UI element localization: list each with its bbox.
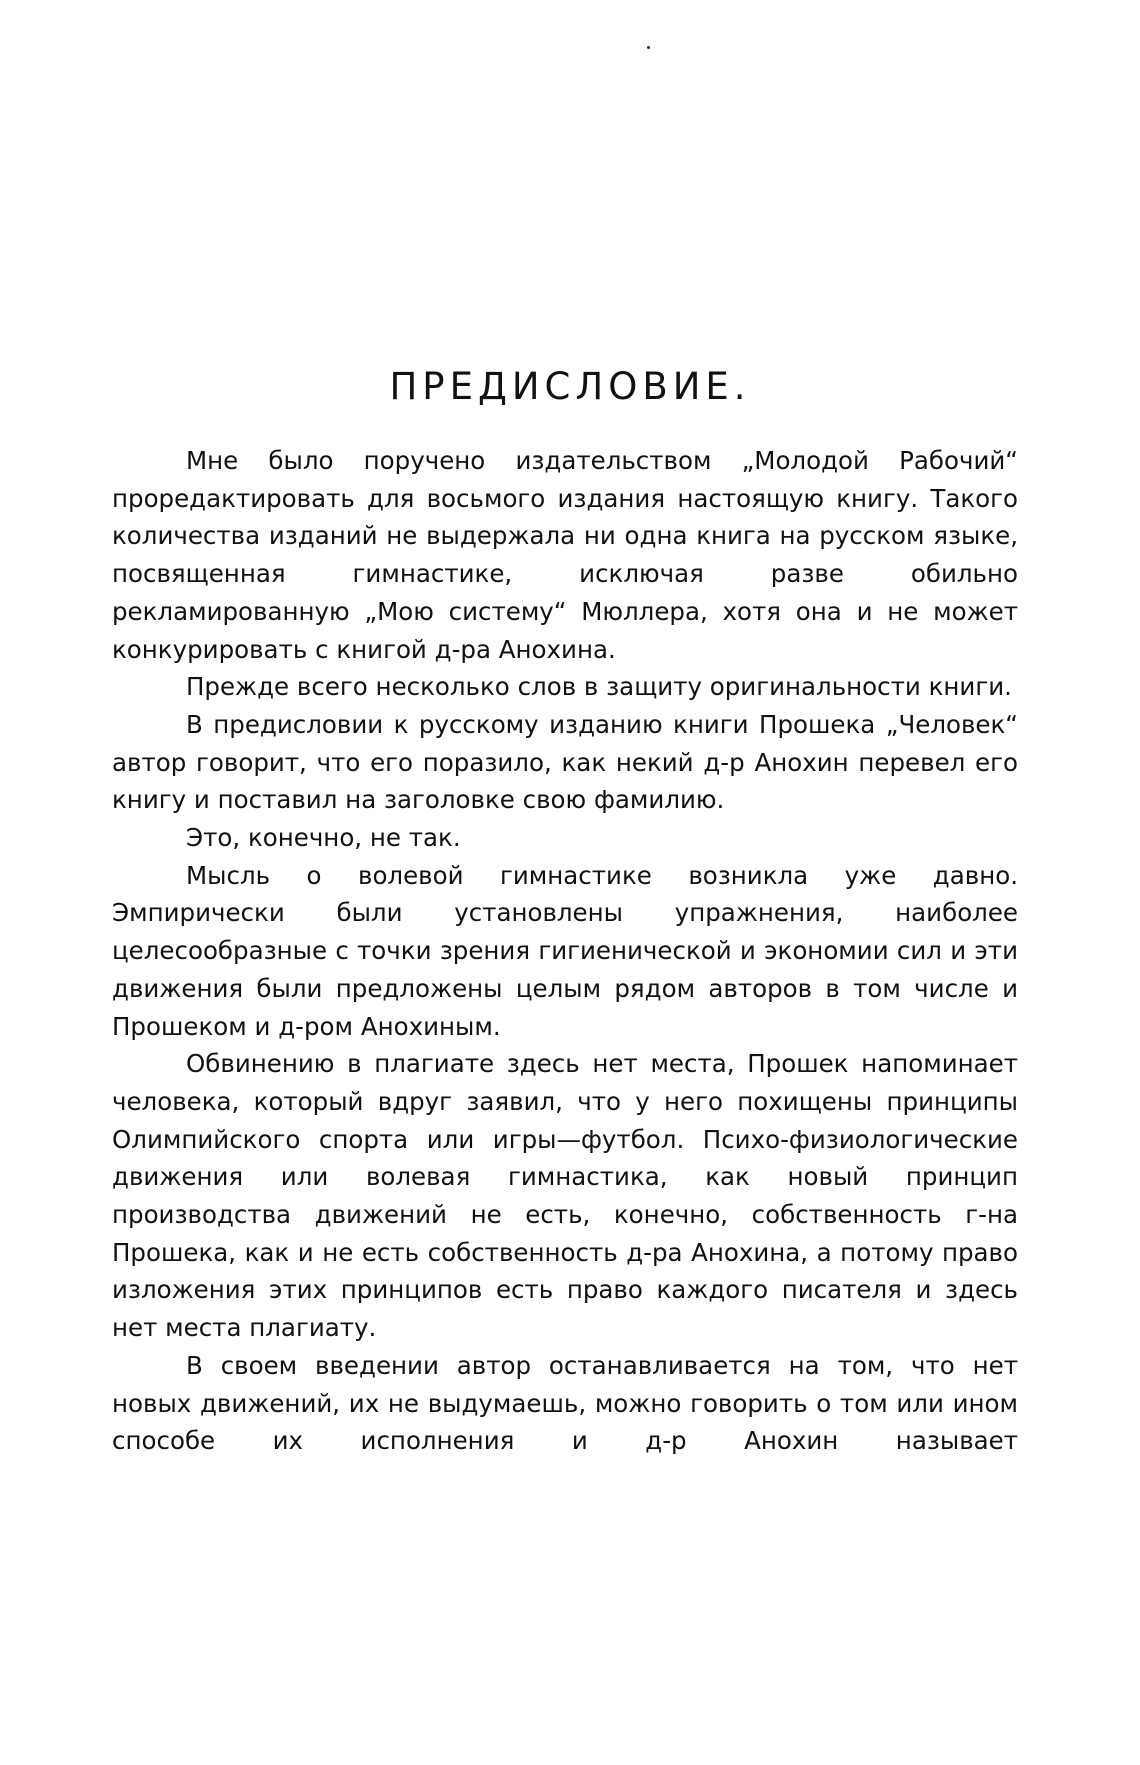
paragraph-4: Это, конечно, не так. [186,823,461,853]
paragraph-3: В предисловии к русскому изданию книги Прошека „Человек“ автор говорит, что его поразило, как некий д-р Анохин перевел его книгу и поставил на заголовке свою фамилию. [112,709,1018,815]
paragraph-7: В своем введении автор останавливается на том, что нет новых движений, их не выдумаешь, можно говорить о том или ином способе их исполнения и д-р Анохин называет [112,1350,1018,1456]
paragraph-6: Обвинению в плагиате здесь нет места, Прошек напоминает человека, который вдруг заявил, что у него похищены принципы Олимпийского спорта или игры—футбол. Психо-физиологические движения или волевая гимнастика, как новый принцип производства движений не есть, конечно, собственность г-на Прошека, как и не есть собственность д-ра Анохина, а потому право изложения этих принципов есть право каждого писателя и здесь нет места плагиату. [112,1049,1018,1343]
page-title: ПРЕДИСЛОВИЕ. [389,365,751,408]
paragraph-2: Прежде всего несколько слов в защиту оригинальности книги. [186,672,1012,702]
scan-speck [647,46,650,49]
paragraph-1: Мне было поручено издательством „Молодой Рабочий“ проредактировать для восьмого издания настоящую книгу. Такого количества изданий не выдержала ни одна книга на русском языке, посвященная гимнастике, исключая разве обильно рекламированную „Мою систему“ Мюллера, хотя она и не может конкурировать с книгой д-ра Анохина. [112,446,1018,664]
paragraph-5: Мысль о волевой гимнастике возникла уже давно. Эмпирически были установлены упражнения, наиболее целесообразные с точки зрения гигиенической и экономии сил и эти движения были предложены целым рядом авторов в том числе и Прошеком и д-ром Анохиным. [112,860,1018,1041]
document-body [112,442,1018,1460]
